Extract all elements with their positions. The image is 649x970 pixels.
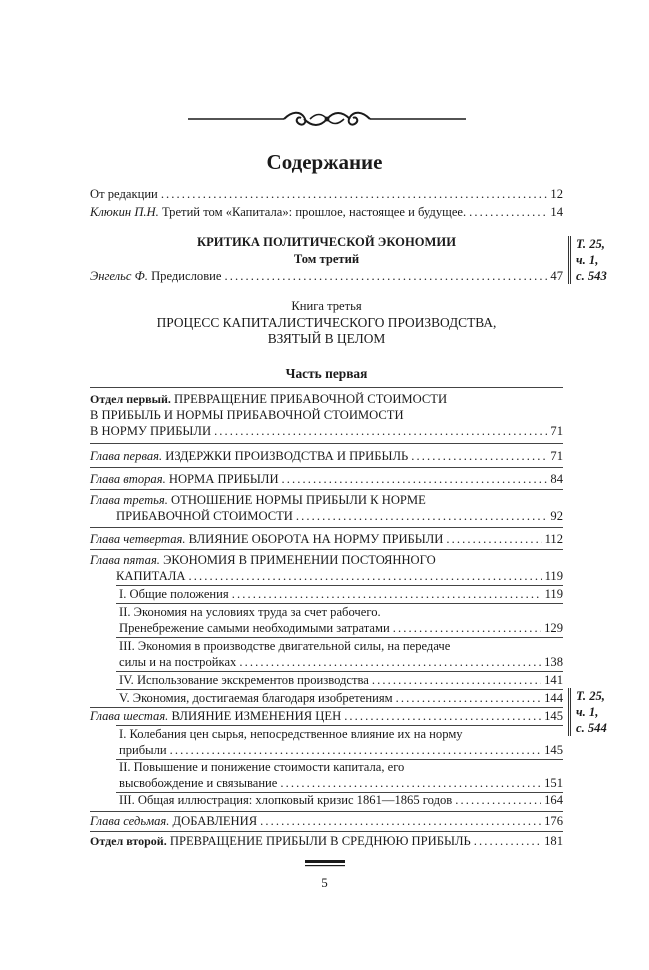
- toc-page-number: 145: [544, 743, 563, 757]
- margin-note-line: Т. 25,: [576, 237, 605, 251]
- chapter-title: ВЛИЯНИЕ ОБОРОТА НА НОРМУ ПРИБЫЛИ: [185, 532, 444, 546]
- toc-page-number: 119: [544, 587, 563, 601]
- leader-dots: [280, 775, 541, 791]
- divider: [90, 489, 563, 490]
- toc-entry-title: [90, 813, 257, 829]
- toc-subentry: [119, 638, 563, 654]
- chapter-label: Глава вторая.: [90, 472, 166, 486]
- toc-entry-chapter-4: [90, 531, 563, 547]
- divider: [90, 443, 563, 444]
- divider: [90, 831, 563, 832]
- toc-page-number: 129: [544, 621, 563, 635]
- leader-dots: [469, 204, 547, 220]
- subentry-title: IV. Использование экскрементов производства: [119, 673, 369, 687]
- scroll-ornament-icon: [188, 107, 466, 131]
- chapter-label: Глава первая.: [90, 449, 163, 463]
- toc-entry-title: [90, 448, 408, 464]
- divider: [90, 527, 563, 528]
- leader-dots: [188, 568, 541, 584]
- toc-entry-chapter-7: [90, 813, 563, 829]
- toc-entry-title: [90, 531, 443, 547]
- section-title-line: ПРЕВРАЩЕНИЕ ПРИБАВОЧНОЙ СТОИМОСТИ: [170, 392, 448, 406]
- section-title-line: В ПРИБЫЛЬ И НОРМЫ ПРИБАВОЧНОЙ СТОИМОСТИ: [90, 408, 404, 422]
- leader-dots: [474, 833, 541, 849]
- toc-subentry: [119, 604, 563, 620]
- double-rule-ornament-icon: [305, 860, 345, 868]
- entry-text: Предисловие: [147, 269, 222, 283]
- leader-dots: [296, 508, 548, 524]
- subentry-title: II. Экономия на условиях труда за счет рабочего.: [119, 605, 381, 619]
- margin-note-line: с. 544: [576, 721, 607, 735]
- section-heading-1: [90, 391, 563, 423]
- toc-entry-title: [90, 204, 466, 220]
- toc-subentry-line2: [119, 620, 563, 636]
- toc-entry-preface: [90, 268, 563, 284]
- toc-page-number: 71: [550, 449, 563, 463]
- chapter-title: ПРИБАВОЧНОЙ СТОИМОСТИ: [116, 509, 293, 523]
- toc-page-number: 92: [550, 509, 563, 523]
- subentry-title: III. Экономия в производстве двигательной силы, на передаче: [119, 639, 451, 653]
- entry-text: Третий том «Капитала»: прошлое, настоящее и будущее.: [158, 205, 467, 219]
- leader-dots: [372, 672, 541, 688]
- toc-page-number: 144: [544, 691, 563, 705]
- toc-entry-title: [90, 471, 279, 487]
- section-1-last-line: [90, 423, 563, 439]
- leader-dots: [224, 268, 547, 284]
- chapter-label: Глава четвертая.: [90, 532, 186, 546]
- subentry-title: прибыли: [119, 743, 167, 757]
- subentry-title: V. Экономия, достигаемая благодаря изобретениям: [119, 691, 393, 705]
- critique-heading: КРИТИКА ПОЛИТИЧЕСКОЙ ЭКОНОМИИ: [196, 235, 457, 249]
- toc-page-number: 71: [550, 424, 563, 438]
- chapter-label: Глава шестая.: [90, 709, 169, 723]
- margin-note-line: ч. 1,: [576, 253, 599, 267]
- chapter-title: ДОБАВЛЕНИЯ: [169, 814, 258, 828]
- toc-subentry: [119, 726, 563, 742]
- toc-entry-chapter-6: [90, 708, 563, 724]
- toc-entry-chapter-1: [90, 448, 563, 464]
- divider: [90, 549, 563, 550]
- toc-page-number: 112: [544, 532, 563, 546]
- divider: [90, 467, 563, 468]
- leader-dots: [239, 654, 541, 670]
- toc-page-number: 141: [544, 673, 563, 687]
- toc-subentry: [119, 586, 563, 602]
- toc-subentry: [119, 792, 563, 808]
- leader-dots: [161, 186, 548, 202]
- toc-page-number: 176: [544, 814, 563, 828]
- toc-page-number: 12: [550, 187, 563, 201]
- subentry-title: I. Колебания цен сырья, непосредственное влияние их на норму: [119, 727, 463, 741]
- leader-dots: [455, 792, 541, 808]
- leader-dots: [282, 471, 548, 487]
- leader-dots: [344, 708, 541, 724]
- margin-note-volume-ref: [568, 688, 620, 736]
- toc-subentry-line2: [119, 654, 563, 670]
- toc-entry-title: От редакции: [90, 187, 158, 201]
- toc-entry-title: [90, 708, 341, 724]
- chapter-title: ЭКОНОМИЯ В ПРИМЕНЕНИИ ПОСТОЯННОГО: [159, 553, 436, 567]
- toc-page-number: 181: [544, 834, 563, 848]
- toc-page-number: 138: [544, 655, 563, 669]
- toc-entry-chapter-5-line2: [116, 568, 563, 584]
- toc-page-number: 145: [544, 709, 563, 723]
- chapter-label: Глава третья.: [90, 493, 168, 507]
- book-label: Книга третья: [291, 299, 362, 313]
- volume-label: Том третий: [293, 252, 360, 266]
- part-label: Часть первая: [285, 366, 368, 381]
- section-heading-2: [90, 833, 563, 849]
- toc-entry-chapter-5: [90, 552, 563, 568]
- section-title: ПРЕВРАЩЕНИЕ ПРИБЫЛИ В СРЕДНЮЮ ПРИБЫЛЬ: [166, 834, 471, 848]
- toc-page-number: 47: [550, 269, 563, 283]
- section-title-line: В НОРМУ ПРИБЫЛИ: [90, 424, 212, 438]
- toc-entry-chapter-3-line2: [116, 508, 563, 524]
- leader-dots: [393, 620, 541, 636]
- divider: [90, 387, 563, 388]
- chapter-label: Глава седьмая.: [90, 814, 170, 828]
- leader-dots: [446, 531, 541, 547]
- margin-note-volume-ref: [568, 236, 620, 284]
- leader-dots: [411, 448, 547, 464]
- toc-page-number: 151: [544, 776, 563, 790]
- section-label: Отдел второй.: [90, 834, 167, 848]
- page-number: 5: [321, 875, 328, 890]
- book-title-line1: ПРОЦЕСС КАПИТАЛИСТИЧЕСКОГО ПРОИЗВОДСТВА,: [156, 315, 497, 330]
- author-name: Энгельс Ф.: [90, 269, 148, 283]
- chapter-label: Глава пятая.: [90, 553, 160, 567]
- margin-note-line: Т. 25,: [576, 689, 605, 703]
- chapter-title: ОТНОШЕНИЕ НОРМЫ ПРИБЫЛИ К НОРМЕ: [167, 493, 426, 507]
- margin-note-line: ч. 1,: [576, 705, 599, 719]
- subentry-title: I. Общие положения: [119, 587, 229, 601]
- toc-page-number: 119: [544, 569, 563, 583]
- chapter-title: ВЛИЯНИЕ ИЗМЕНЕНИЯ ЦЕН: [168, 709, 342, 723]
- leader-dots: [260, 813, 541, 829]
- toc-entry-chapter-2: [90, 471, 563, 487]
- book-title-line2: ВЗЯТЫЙ В ЦЕЛОМ: [267, 331, 386, 346]
- toc-page-number: 84: [550, 472, 563, 486]
- toc-subentry: [119, 672, 563, 688]
- leader-dots: [214, 423, 547, 439]
- leader-dots: [232, 586, 542, 602]
- toc-subentry: [119, 690, 563, 706]
- subentry-title: высвобождение и связывание: [119, 776, 278, 790]
- divider: [90, 811, 563, 812]
- toc-subentry-line2: [119, 775, 563, 791]
- toc-page-number: 164: [544, 793, 563, 807]
- toc-subentry: [119, 759, 563, 775]
- toc-entry-title: [90, 268, 221, 284]
- toc-entry-editorial: [90, 186, 563, 202]
- margin-note-line: с. 543: [576, 269, 607, 283]
- section-label: Отдел первый.: [90, 392, 171, 406]
- toc-entry-klyukin: [90, 204, 563, 220]
- toc-entry-title: [90, 833, 471, 849]
- author-name: Клюкин П.Н.: [90, 205, 159, 219]
- page-title: Содержание: [266, 150, 383, 174]
- leader-dots: [396, 690, 541, 706]
- toc-entry-chapter-3: [90, 492, 563, 508]
- subentry-title: III. Общая иллюстрация: хлопковый кризис 1861—1865 годов: [119, 793, 453, 807]
- chapter-title: ИЗДЕРЖКИ ПРОИЗВОДСТВА И ПРИБЫЛЬ: [162, 449, 409, 463]
- leader-dots: [170, 742, 541, 758]
- subentry-title: II. Повышение и понижение стоимости капитала, его: [119, 760, 405, 774]
- subentry-title: силы и на постройках: [119, 655, 237, 669]
- chapter-title: КАПИТАЛА: [116, 569, 186, 583]
- toc-subentry-line2: [119, 742, 563, 758]
- chapter-title: НОРМА ПРИБЫЛИ: [165, 472, 279, 486]
- subentry-title: Пренебрежение самыми необходимыми затратами: [119, 621, 390, 635]
- toc-page-number: 14: [550, 205, 563, 219]
